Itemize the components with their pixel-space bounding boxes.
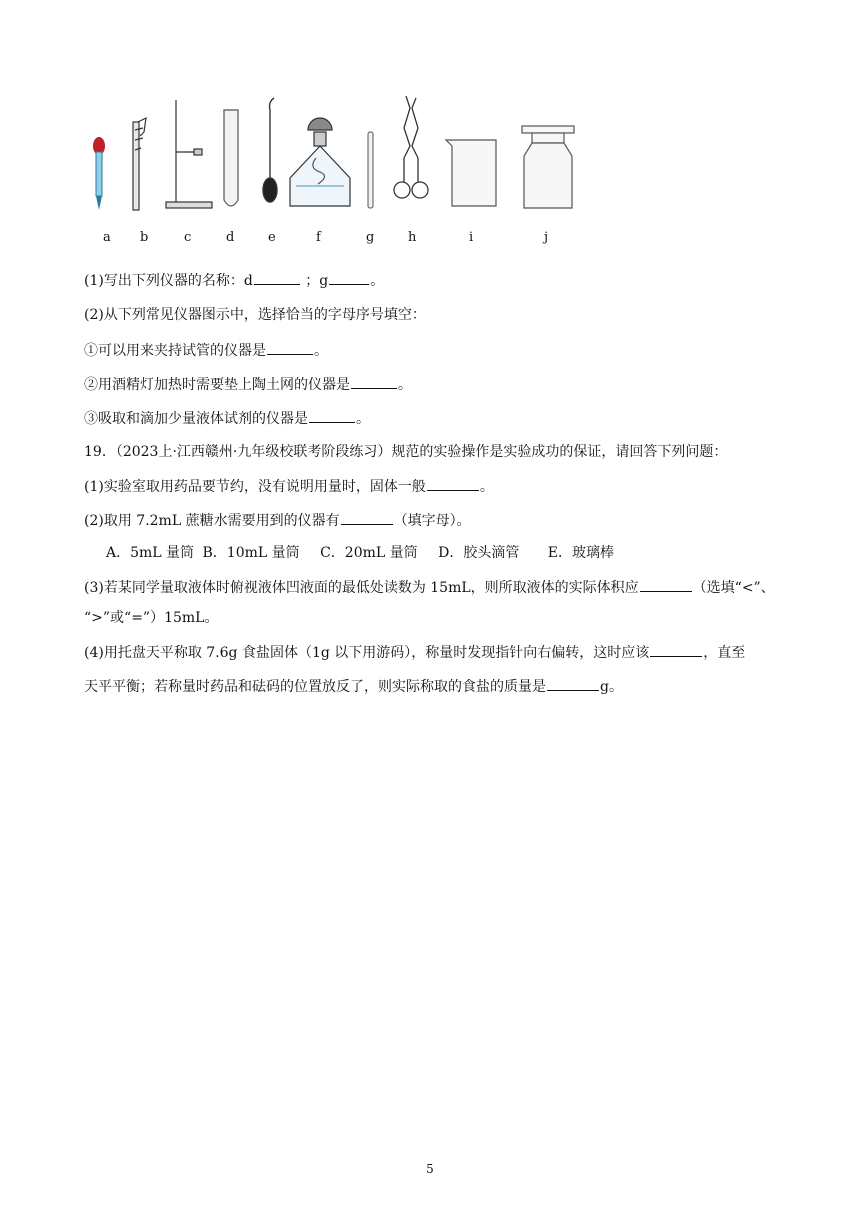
q18-sub3 <box>84 408 370 429</box>
q18-part1 <box>84 270 384 291</box>
q18-part2: (2)从下列常见仪器图示中，选择恰当的字母序号填空： <box>84 307 426 323</box>
instrument-figure <box>80 88 600 248</box>
q19-part4-line2 <box>84 676 623 697</box>
q19-heading: 19．（2023上·江西赣州·九年级校联考阶段练习）规范的实验操作是实验成功的保证，请回答下列问题： <box>84 444 728 460</box>
figure-label-b: b <box>140 230 149 245</box>
figure-label-e: e <box>268 230 276 245</box>
dropper-drawing <box>93 137 105 210</box>
q19-part4-text: (4)用托盘天平称取 7.6g 食盐固体（1g 以下用游码），称量时发现指针向右偏转，这时应该 <box>84 645 650 661</box>
figure-label-g: g <box>366 230 375 245</box>
q18-part1-end: 。 <box>370 273 385 289</box>
option-b: B．10mL 量筒 <box>202 545 300 561</box>
answer-blank-q19-4a[interactable] <box>650 642 702 657</box>
q18-sub2-end: 。 <box>398 377 412 393</box>
figure-label-h: h <box>408 230 417 245</box>
figure-label-i: i <box>469 230 474 245</box>
answer-blank-q19-2[interactable] <box>341 510 393 525</box>
q19-part3-line2: “>”或“=”）15mL。 <box>84 610 219 626</box>
figure-label-j: j <box>544 230 549 245</box>
combustion-spoon-drawing <box>263 98 277 202</box>
answer-blank-sub3[interactable] <box>309 408 355 423</box>
q19-part4-text2: 天平平衡；若称量时药品和砝码的位置放反了，则实际称取的食盐的质量是 <box>84 679 546 695</box>
q18-part1-prefix: (1)写出下列仪器的名称：d <box>84 273 253 289</box>
figure-label-c: c <box>184 230 192 245</box>
instrument-drawings <box>80 88 600 248</box>
figure-label-a: a <box>103 230 111 245</box>
answer-blank-sub2[interactable] <box>351 374 397 389</box>
option-c: C．20mL 量筒 <box>320 545 418 561</box>
q19-part2-end: （填字母）。 <box>393 513 471 529</box>
wide-mouth-bottle-drawing <box>522 126 574 208</box>
q19-part3-end: （选填“<”、 <box>692 580 775 596</box>
option-d: D．胶头滴管 <box>438 545 520 561</box>
crucible-tongs-drawing <box>394 96 428 198</box>
q18-sub1-text: ①可以用来夹持试管的仪器是 <box>84 343 266 359</box>
answer-blank-q19-4b[interactable] <box>547 676 599 691</box>
q19-part4-line1 <box>84 642 745 663</box>
q19-part3-line1 <box>84 577 775 598</box>
answer-blank-q19-1[interactable] <box>427 476 479 491</box>
q19-part2-text: (2)取用 7.2mL 蔗糖水需要用到的仪器有 <box>84 513 340 529</box>
test-tube-drawing <box>224 110 238 206</box>
option-a: A．5mL 量筒 <box>106 545 195 561</box>
q19-part3-text: (3)若某同学量取液体时俯视液体凹液面的最低处读数为 15mL，则所取液体的实际体积应 <box>84 580 639 596</box>
answer-blank-g[interactable] <box>329 270 369 285</box>
page-number: 5 <box>426 1162 434 1176</box>
answer-blank-d[interactable] <box>254 270 300 285</box>
alcohol-lamp-drawing <box>290 118 350 206</box>
q19-part1-end: 。 <box>479 479 494 495</box>
q18-part1-mid: ；g <box>305 273 329 289</box>
q18-sub3-end: 。 <box>356 411 370 427</box>
glass-rod-drawing <box>368 132 373 208</box>
iron-stand-drawing <box>166 100 212 208</box>
beaker-drawing <box>446 140 496 206</box>
q18-sub3-text: ③吸取和滴加少量液体试剂的仪器是 <box>84 411 308 427</box>
q18-sub1 <box>84 340 328 361</box>
answer-blank-sub1[interactable] <box>267 340 313 355</box>
q18-sub1-end: 。 <box>314 343 328 359</box>
figure-label-f: f <box>316 230 321 245</box>
figure-label-d: d <box>226 230 235 245</box>
q19-part2 <box>84 510 471 531</box>
q19-part4-end: g。 <box>600 679 623 695</box>
q19-part1-text: (1)实验室取用药品要节约，没有说明用量时，固体一般 <box>84 479 426 495</box>
answer-blank-q19-3[interactable] <box>640 577 692 592</box>
test-tube-holder-drawing <box>133 118 146 210</box>
q19-options <box>106 543 630 563</box>
q19-part4-mid: ，直至 <box>703 645 746 661</box>
option-e: E．玻璃棒 <box>547 545 615 561</box>
q19-part1 <box>84 476 494 497</box>
q18-sub2 <box>84 374 412 395</box>
q18-sub2-text: ②用酒精灯加热时需要垫上陶土网的仪器是 <box>84 377 350 393</box>
